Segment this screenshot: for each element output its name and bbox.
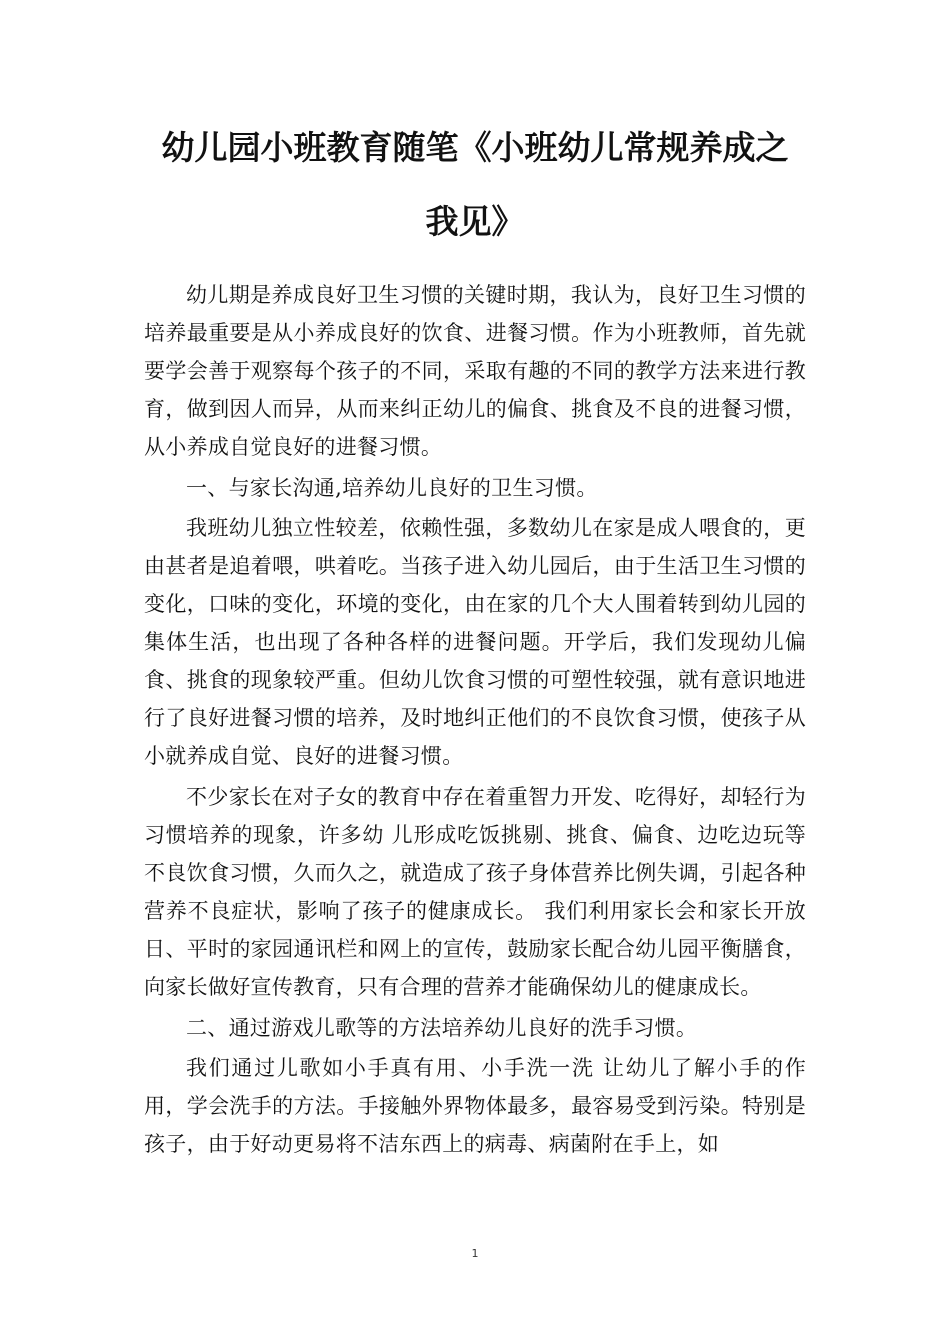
section-heading-2: 二、通过游戏儿歌等的方法培养幼儿良好的洗手习惯。: [186, 1016, 698, 1040]
paragraph-intro: 幼儿期是养成良好卫生习惯的关键时期，我认为，良好卫生习惯的培养最重要是从小养成良好的饮食、进餐习惯。作为小班教师，首先就要学会善于观察每个孩子的不同，采取有趣的不同的教学方法来进行教育，做到因人而异，从而来纠正幼儿的偏食、挑食及不良的进餐习惯，从小养成自觉良好的进餐习惯。: [144, 283, 806, 459]
page-number: 1: [471, 1247, 479, 1260]
document-title-line-2: 我见》: [425, 202, 525, 241]
paragraph-section-2-a: 我们通过儿歌如小手真有用、小手洗一洗 让幼儿了解小手的作用，学会洗手的方法。手接触外界物体最多，最容易受到污染。特别是孩子，由于好动更易将不洁东西上的病毒、病菌附在手上，如: [144, 1056, 806, 1156]
document-title-line-1: 幼儿园小班教育随笔《小班幼儿常规养成之: [161, 128, 789, 167]
paragraph-section-1-b: 不少家长在对子女的教育中存在着重智力开发、吃得好，却轻行为习惯培养的现象，许多幼 儿形成吃饭挑剔、挑食、偏食、边吃边玩等不良饮食习惯，久而久之，就造成了孩子身体营养比例失调，引起各种营养不良症状，影响了孩子的健康成长。 我们利用家长会和家长开放日、平时的家园通讯栏和网上的宣传，鼓励家长配合幼儿园平衡膳食，向家长做好宣传教育，只有合理的营养才能确保幼儿的健康成长。: [144, 785, 806, 999]
document-body: [144, 276, 806, 1166]
section-heading-1: 一、与家长沟通,培养幼儿良好的卫生习惯。: [186, 476, 598, 500]
paragraph-section-1-a: 我班幼儿独立性较差，依赖性强，多数幼儿在家是成人喂食的，更由甚者是追着喂，哄着吃。当孩子进入幼儿园后，由于生活卫生习惯的变化，口味的变化，环境的变化，由在家的几个大人围着转到幼儿园的集体生活，也出现了各种各样的进餐问题。开学后，我们发现幼儿偏食、挑食的现象较严重。但幼儿饮食习惯的可塑性较强，就有意识地进行了良好进餐习惯的培养，及时地纠正他们的不良饮食习惯，使孩子从小就养成自觉、良好的进餐习惯。: [144, 516, 806, 768]
